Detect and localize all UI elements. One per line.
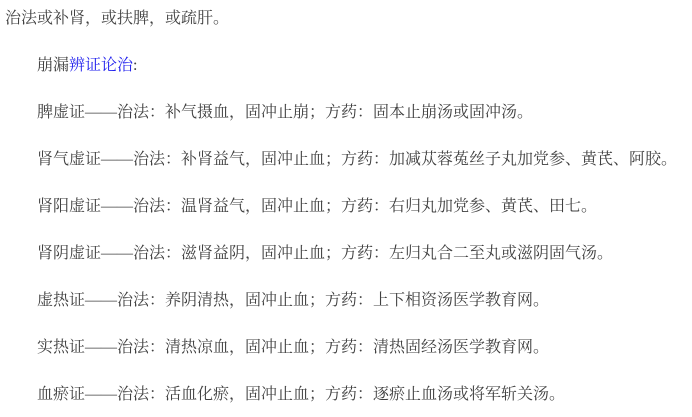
entry-paragraph-kidney-yin-deficiency: 肾阴虚证——治法：滋肾益阴，固冲止血；方药：左归丸合二至丸或滋阴固气汤。 — [37, 245, 614, 262]
entry-paragraph-kidney-yang-deficiency: 肾阳虚证——治法：温肾益气，固冲止血；方药：右归丸加党参、黄芪、田七。 — [37, 198, 598, 215]
bianzheng-lunzhi-link[interactable]: 辨证论治 — [69, 57, 134, 74]
entry-paragraph-kidney-qi-deficiency: 肾气虚证——治法：补肾益气，固冲止血；方药：加减苁蓉菟丝子丸加党参、黄芪、阿胶。 — [37, 151, 678, 168]
entry-paragraph-blood-stasis: 血瘀证——治法：活血化瘀，固冲止血；方药：逐瘀止血汤或将军斩关汤。 — [37, 386, 566, 403]
heading-colon: : — [133, 57, 138, 74]
section-heading — [37, 57, 684, 74]
entry-paragraph-excess-heat: 实热证——治法：清热凉血，固冲止血；方药：清热固经汤医学教育网。 — [37, 339, 550, 356]
heading-prefix: 崩漏 — [37, 57, 70, 74]
entry-paragraph-spleen-deficiency: 脾虚证——治法：补气摄血，固冲止崩；方药：固本止崩汤或固冲汤。 — [37, 104, 534, 121]
intro-paragraph: 治法或补肾，或扶脾，或疏肝。 — [5, 10, 230, 27]
entry-paragraph-deficiency-heat: 虚热证——治法：养阴清热，固冲止血；方药：上下相资汤医学教育网。 — [37, 292, 550, 309]
